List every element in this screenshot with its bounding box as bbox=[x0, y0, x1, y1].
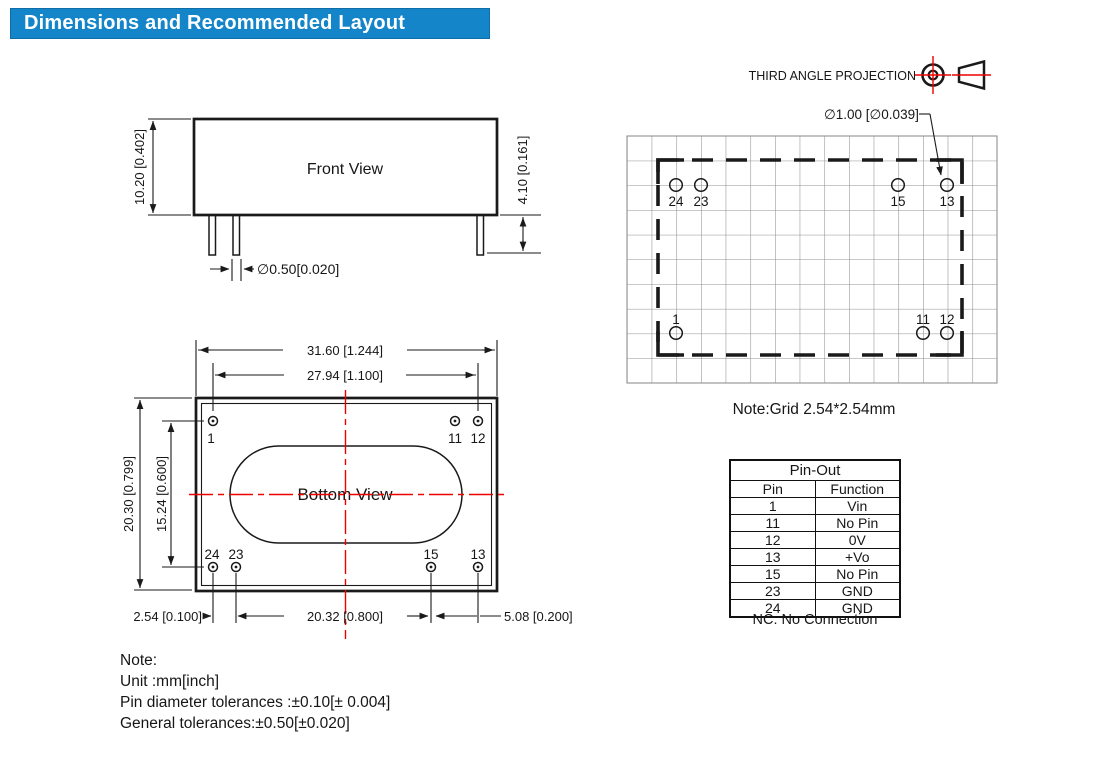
projection-cone-icon bbox=[952, 62, 991, 89]
pin-12 bbox=[474, 417, 483, 426]
bottom-dim-pin-span-bottom-text: 20.32 [0.800] bbox=[307, 609, 383, 624]
grid-note: Note:Grid 2.54*2.54mm bbox=[732, 401, 896, 418]
front-dim-height bbox=[132, 119, 191, 215]
bottom-dim-pin-pitch-text: 2.54 [0.100] bbox=[133, 609, 202, 624]
pin-24-label: 24 bbox=[204, 547, 220, 562]
bottom-view-label: Bottom View bbox=[297, 485, 393, 504]
front-dim-pin-length-text: 4.10 [0.161] bbox=[515, 135, 530, 205]
pinout-title: Pin-Out bbox=[730, 460, 900, 481]
section-title: Dimensions and Recommended Layout bbox=[24, 12, 406, 34]
front-dim-pin-length bbox=[487, 136, 541, 253]
projection-target-icon bbox=[915, 56, 951, 94]
front-dim-pin-diameter-text: ∅0.50[0.020] bbox=[257, 261, 340, 277]
notes-general-tolerance: General tolerances:±0.50[±0.020] bbox=[120, 715, 350, 732]
notes-title: Note: bbox=[120, 652, 158, 669]
pinout-header-function: Function bbox=[815, 481, 900, 498]
bottom-dim-width-text: 31.60 [1.244] bbox=[307, 343, 383, 358]
bottom-dim-depth-text: 20.30 [0.799] bbox=[121, 456, 136, 532]
pin-1 bbox=[209, 417, 218, 426]
pin-23 bbox=[232, 563, 241, 572]
pinout-row: 12 0V bbox=[730, 532, 900, 549]
recommended-layout bbox=[627, 107, 997, 418]
pinout-row: 24 GND bbox=[730, 600, 900, 618]
third-angle-projection bbox=[749, 56, 991, 94]
pinout-table bbox=[729, 459, 901, 618]
pin-13-label: 13 bbox=[470, 547, 486, 562]
pinout-row: 13 +Vo bbox=[730, 549, 900, 566]
notes-unit: Unit :mm[inch] bbox=[120, 673, 220, 690]
front-dim-height-text: 10.20 [0.402] bbox=[132, 129, 147, 205]
pin-15 bbox=[427, 563, 436, 572]
hole-diameter-text: ∅1.00 [∅0.039] bbox=[824, 107, 919, 122]
pin-24 bbox=[209, 563, 218, 572]
bottom-dim-row bbox=[133, 573, 572, 624]
pinout-row: 11 No Pin bbox=[730, 515, 900, 532]
nc-footnote: NC: No Connection bbox=[752, 612, 878, 628]
hole-11-label: 11 bbox=[915, 312, 931, 327]
front-dim-pin-diameter bbox=[210, 259, 339, 281]
hole-24-label: 24 bbox=[668, 194, 684, 209]
hole-13-label: 13 bbox=[939, 194, 955, 209]
front-pin-13 bbox=[477, 215, 484, 255]
hole-23-label: 23 bbox=[693, 194, 709, 209]
bottom-dim-pin-span-top-text: 27.94 [1.100] bbox=[307, 368, 383, 383]
pin-15-label: 15 bbox=[423, 547, 439, 562]
pin-23-label: 23 bbox=[228, 547, 244, 562]
projection-label: THIRD ANGLE PROJECTION bbox=[748, 69, 916, 83]
pin-1-label: 1 bbox=[207, 431, 215, 446]
pinout-header-pin: Pin bbox=[730, 481, 815, 498]
hole-12-label: 12 bbox=[939, 312, 955, 327]
pinout-row: 1 Vin bbox=[730, 498, 900, 515]
layout-grid bbox=[627, 136, 997, 383]
pin-13 bbox=[474, 563, 483, 572]
front-pin-24 bbox=[209, 215, 216, 255]
bottom-view bbox=[121, 340, 573, 639]
pin-11 bbox=[451, 417, 460, 426]
pin-11-label: 11 bbox=[447, 431, 463, 446]
front-pin-23 bbox=[233, 215, 240, 255]
pin-12-label: 12 bbox=[470, 431, 486, 446]
notes-pin-tolerance: Pin diameter tolerances :±0.10[± 0.004] bbox=[120, 694, 391, 711]
pinout-row: 23 GND bbox=[730, 583, 900, 600]
hole-1-label: 1 bbox=[672, 312, 680, 327]
hole-15-label: 15 bbox=[890, 194, 906, 209]
front-view-label: Front View bbox=[306, 161, 384, 178]
front-view bbox=[132, 119, 541, 281]
bottom-dim-pin-edge-gap-text: 5.08 [0.200] bbox=[504, 609, 573, 624]
bottom-dim-pin-row-pitch-text: 15.24 [0.600] bbox=[154, 456, 169, 532]
notes-block bbox=[120, 650, 390, 734]
pinout-row: 15 No Pin bbox=[730, 566, 900, 583]
